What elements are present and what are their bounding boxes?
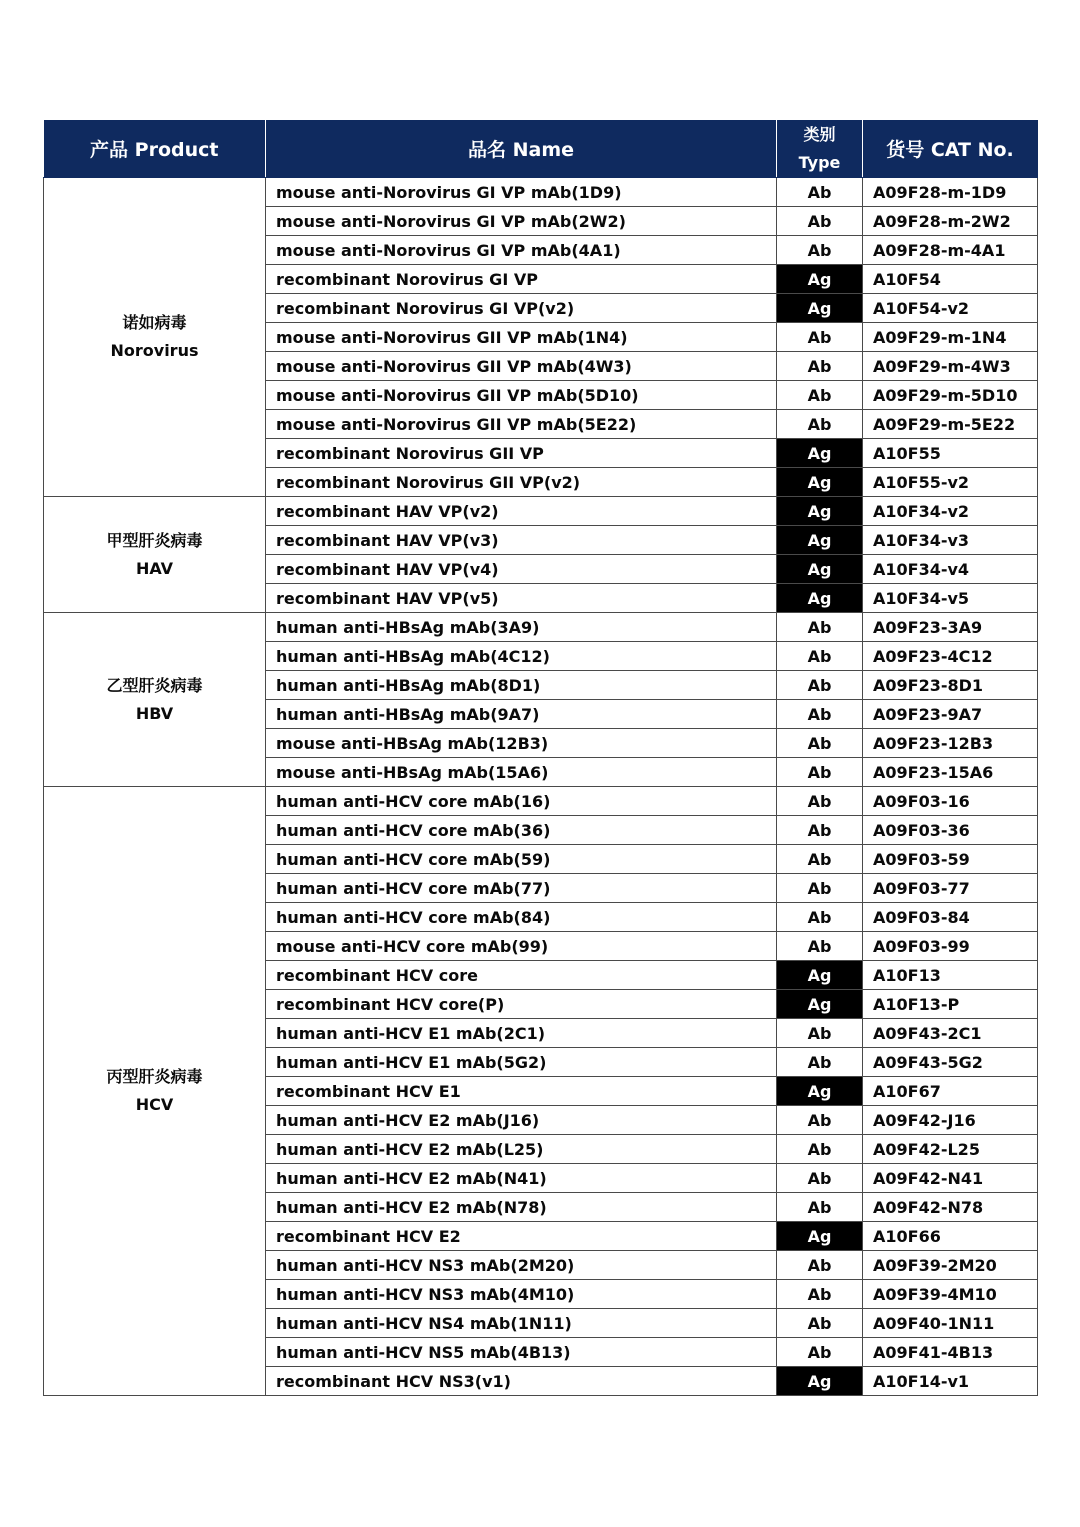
product-name-cell: recombinant HAV VP(v5) [266, 584, 777, 613]
product-name-cell: human anti-HBsAg mAb(4C12) [266, 642, 777, 671]
cat-number-cell: A10F34-v5 [863, 584, 1038, 613]
type-cell-antibody: Ab [777, 381, 863, 410]
type-badge-antigen: Ag [777, 990, 863, 1019]
product-name-cell: recombinant HAV VP(v4) [266, 555, 777, 584]
type-badge-antigen: Ag [777, 439, 863, 468]
product-name-cell: human anti-HCV E1 mAb(5G2) [266, 1048, 777, 1077]
cat-number-cell: A09F43-5G2 [863, 1048, 1038, 1077]
type-cell-antibody: Ab [777, 1019, 863, 1048]
table-body [44, 178, 1038, 1396]
cat-number-cell: A09F03-36 [863, 816, 1038, 845]
product-name-cell: mouse anti-Norovirus GI VP mAb(2W2) [266, 207, 777, 236]
cat-number-cell: A09F42-N78 [863, 1193, 1038, 1222]
product-name-cell: human anti-HBsAg mAb(8D1) [266, 671, 777, 700]
type-cell-antibody: Ab [777, 613, 863, 642]
type-badge-antigen: Ag [777, 468, 863, 497]
type-cell-antibody: Ab [777, 758, 863, 787]
product-group-name-cn: 乙型肝炎病毒 [106, 675, 203, 695]
product-group-cell [44, 497, 266, 613]
product-catalog-table [43, 120, 1038, 1396]
cat-number-cell: A09F28-m-4A1 [863, 236, 1038, 265]
cat-number-cell: A10F54 [863, 265, 1038, 294]
cat-number-cell: A09F03-59 [863, 845, 1038, 874]
type-badge-antigen: Ag [777, 497, 863, 526]
product-name-cell: human anti-HCV NS5 mAb(4B13) [266, 1338, 777, 1367]
product-name-cell: recombinant Norovirus GII VP [266, 439, 777, 468]
type-cell-antibody: Ab [777, 932, 863, 961]
product-name-cell: human anti-HCV core mAb(36) [266, 816, 777, 845]
product-name-cell: human anti-HBsAg mAb(9A7) [266, 700, 777, 729]
product-name-cell: recombinant HCV NS3(v1) [266, 1367, 777, 1396]
product-name-cell: recombinant Norovirus GII VP(v2) [266, 468, 777, 497]
product-name-cell: mouse anti-HBsAg mAb(15A6) [266, 758, 777, 787]
product-group-cell [44, 178, 266, 497]
type-badge-antigen: Ag [777, 584, 863, 613]
type-cell-antibody: Ab [777, 1309, 863, 1338]
header-cat-no: 货号 CAT No. [863, 120, 1038, 178]
product-name-cell: mouse anti-Norovirus GII VP mAb(4W3) [266, 352, 777, 381]
product-name-cell: recombinant HCV E2 [266, 1222, 777, 1251]
type-cell-antibody: Ab [777, 323, 863, 352]
header-type [777, 120, 863, 178]
type-cell-antibody: Ab [777, 410, 863, 439]
product-name-cell: mouse anti-Norovirus GII VP mAb(5D10) [266, 381, 777, 410]
table-row [44, 178, 1038, 207]
product-group-name-en: HCV [135, 1095, 174, 1114]
table-row [44, 787, 1038, 816]
table-row [44, 613, 1038, 642]
product-name-cell: human anti-HCV core mAb(84) [266, 903, 777, 932]
type-badge-antigen: Ag [777, 265, 863, 294]
product-group-cell [44, 613, 266, 787]
table-row [44, 497, 1038, 526]
cat-number-cell: A09F03-99 [863, 932, 1038, 961]
product-group-name-cn: 甲型肝炎病毒 [106, 530, 203, 550]
cat-number-cell: A09F42-L25 [863, 1135, 1038, 1164]
product-group-name-en: Norovirus [110, 341, 199, 360]
product-name-cell: human anti-HCV core mAb(77) [266, 874, 777, 903]
type-badge-antigen: Ag [777, 555, 863, 584]
cat-number-cell: A10F55 [863, 439, 1038, 468]
type-cell-antibody: Ab [777, 1164, 863, 1193]
type-cell-antibody: Ab [777, 178, 863, 207]
type-cell-antibody: Ab [777, 816, 863, 845]
cat-number-cell: A09F29-m-5E22 [863, 410, 1038, 439]
cat-number-cell: A10F55-v2 [863, 468, 1038, 497]
type-cell-antibody: Ab [777, 236, 863, 265]
product-name-cell: human anti-HCV E2 mAb(N41) [266, 1164, 777, 1193]
product-name-cell: human anti-HCV NS4 mAb(1N11) [266, 1309, 777, 1338]
product-name-cell: recombinant HAV VP(v3) [266, 526, 777, 555]
type-cell-antibody: Ab [777, 1280, 863, 1309]
cat-number-cell: A09F23-9A7 [863, 700, 1038, 729]
product-name-cell: recombinant HCV core(P) [266, 990, 777, 1019]
type-cell-antibody: Ab [777, 874, 863, 903]
product-name-cell: human anti-HCV core mAb(59) [266, 845, 777, 874]
type-cell-antibody: Ab [777, 1135, 863, 1164]
header-product: 产品 Product [44, 120, 266, 178]
cat-number-cell: A09F42-N41 [863, 1164, 1038, 1193]
type-cell-antibody: Ab [777, 700, 863, 729]
product-name-cell: recombinant Norovirus GI VP [266, 265, 777, 294]
cat-number-cell: A10F66 [863, 1222, 1038, 1251]
cat-number-cell: A09F43-2C1 [863, 1019, 1038, 1048]
product-group-name-en: HBV [135, 703, 174, 723]
product-name-cell: human anti-HCV NS3 mAb(4M10) [266, 1280, 777, 1309]
type-cell-antibody: Ab [777, 642, 863, 671]
cat-number-cell: A10F67 [863, 1077, 1038, 1106]
type-cell-antibody: Ab [777, 1106, 863, 1135]
product-name-cell: human anti-HCV core mAb(16) [266, 787, 777, 816]
cat-number-cell: A09F41-4B13 [863, 1338, 1038, 1367]
product-name-cell: human anti-HCV E2 mAb(L25) [266, 1135, 777, 1164]
cat-number-cell: A09F39-4M10 [863, 1280, 1038, 1309]
header-type-en: Type [798, 152, 841, 172]
cat-number-cell: A10F14-v1 [863, 1367, 1038, 1396]
type-cell-antibody: Ab [777, 729, 863, 758]
type-badge-antigen: Ag [777, 961, 863, 990]
cat-number-cell: A09F03-16 [863, 787, 1038, 816]
product-group-cell [44, 787, 266, 1396]
type-cell-antibody: Ab [777, 352, 863, 381]
cat-number-cell: A09F23-12B3 [863, 729, 1038, 758]
cat-number-cell: A10F54-v2 [863, 294, 1038, 323]
product-name-cell: human anti-HBsAg mAb(3A9) [266, 613, 777, 642]
product-name-cell: human anti-HCV E1 mAb(2C1) [266, 1019, 777, 1048]
product-group-name-cn: 诺如病毒 [122, 313, 187, 332]
type-badge-antigen: Ag [777, 1367, 863, 1396]
cat-number-cell: A09F03-84 [863, 903, 1038, 932]
type-badge-antigen: Ag [777, 1222, 863, 1251]
type-badge-antigen: Ag [777, 526, 863, 555]
cat-number-cell: A09F29-m-5D10 [863, 381, 1038, 410]
product-name-cell: mouse anti-Norovirus GII VP mAb(5E22) [266, 410, 777, 439]
cat-number-cell: A10F34-v4 [863, 555, 1038, 584]
type-cell-antibody: Ab [777, 787, 863, 816]
product-group-name-en: HAV [135, 558, 174, 578]
product-name-cell: mouse anti-HBsAg mAb(12B3) [266, 729, 777, 758]
cat-number-cell: A09F29-m-1N4 [863, 323, 1038, 352]
product-name-cell: mouse anti-Norovirus GI VP mAb(1D9) [266, 178, 777, 207]
product-name-cell: mouse anti-Norovirus GI VP mAb(4A1) [266, 236, 777, 265]
cat-number-cell: A10F13-P [863, 990, 1038, 1019]
header-name: 品名 Name [266, 120, 777, 178]
product-name-cell: mouse anti-HCV core mAb(99) [266, 932, 777, 961]
type-cell-antibody: Ab [777, 1338, 863, 1367]
product-name-cell: human anti-HCV E2 mAb(J16) [266, 1106, 777, 1135]
cat-number-cell: A09F23-8D1 [863, 671, 1038, 700]
cat-number-cell: A09F40-1N11 [863, 1309, 1038, 1338]
cat-number-cell: A10F34-v3 [863, 526, 1038, 555]
cat-number-cell: A10F13 [863, 961, 1038, 990]
product-name-cell: recombinant HCV E1 [266, 1077, 777, 1106]
product-name-cell: human anti-HCV NS3 mAb(2M20) [266, 1251, 777, 1280]
cat-number-cell: A09F23-4C12 [863, 642, 1038, 671]
cat-number-cell: A09F03-77 [863, 874, 1038, 903]
type-cell-antibody: Ab [777, 845, 863, 874]
cat-number-cell: A09F23-15A6 [863, 758, 1038, 787]
type-cell-antibody: Ab [777, 1048, 863, 1077]
type-cell-antibody: Ab [777, 903, 863, 932]
product-name-cell: recombinant Norovirus GI VP(v2) [266, 294, 777, 323]
cat-number-cell: A09F39-2M20 [863, 1251, 1038, 1280]
product-name-cell: mouse anti-Norovirus GII VP mAb(1N4) [266, 323, 777, 352]
cat-number-cell: A09F42-J16 [863, 1106, 1038, 1135]
header-row [44, 120, 1038, 178]
type-cell-antibody: Ab [777, 1251, 863, 1280]
type-cell-antibody: Ab [777, 671, 863, 700]
type-badge-antigen: Ag [777, 294, 863, 323]
cat-number-cell: A09F28-m-2W2 [863, 207, 1038, 236]
product-name-cell: recombinant HAV VP(v2) [266, 497, 777, 526]
cat-number-cell: A09F29-m-4W3 [863, 352, 1038, 381]
type-badge-antigen: Ag [777, 1077, 863, 1106]
product-name-cell: human anti-HCV E2 mAb(N78) [266, 1193, 777, 1222]
table-header [44, 120, 1038, 178]
product-group-name-cn: 丙型肝炎病毒 [106, 1067, 203, 1086]
type-cell-antibody: Ab [777, 207, 863, 236]
cat-number-cell: A09F23-3A9 [863, 613, 1038, 642]
product-name-cell: recombinant HCV core [266, 961, 777, 990]
header-type-cn: 类别 [803, 124, 836, 144]
cat-number-cell: A10F34-v2 [863, 497, 1038, 526]
type-cell-antibody: Ab [777, 1193, 863, 1222]
cat-number-cell: A09F28-m-1D9 [863, 178, 1038, 207]
